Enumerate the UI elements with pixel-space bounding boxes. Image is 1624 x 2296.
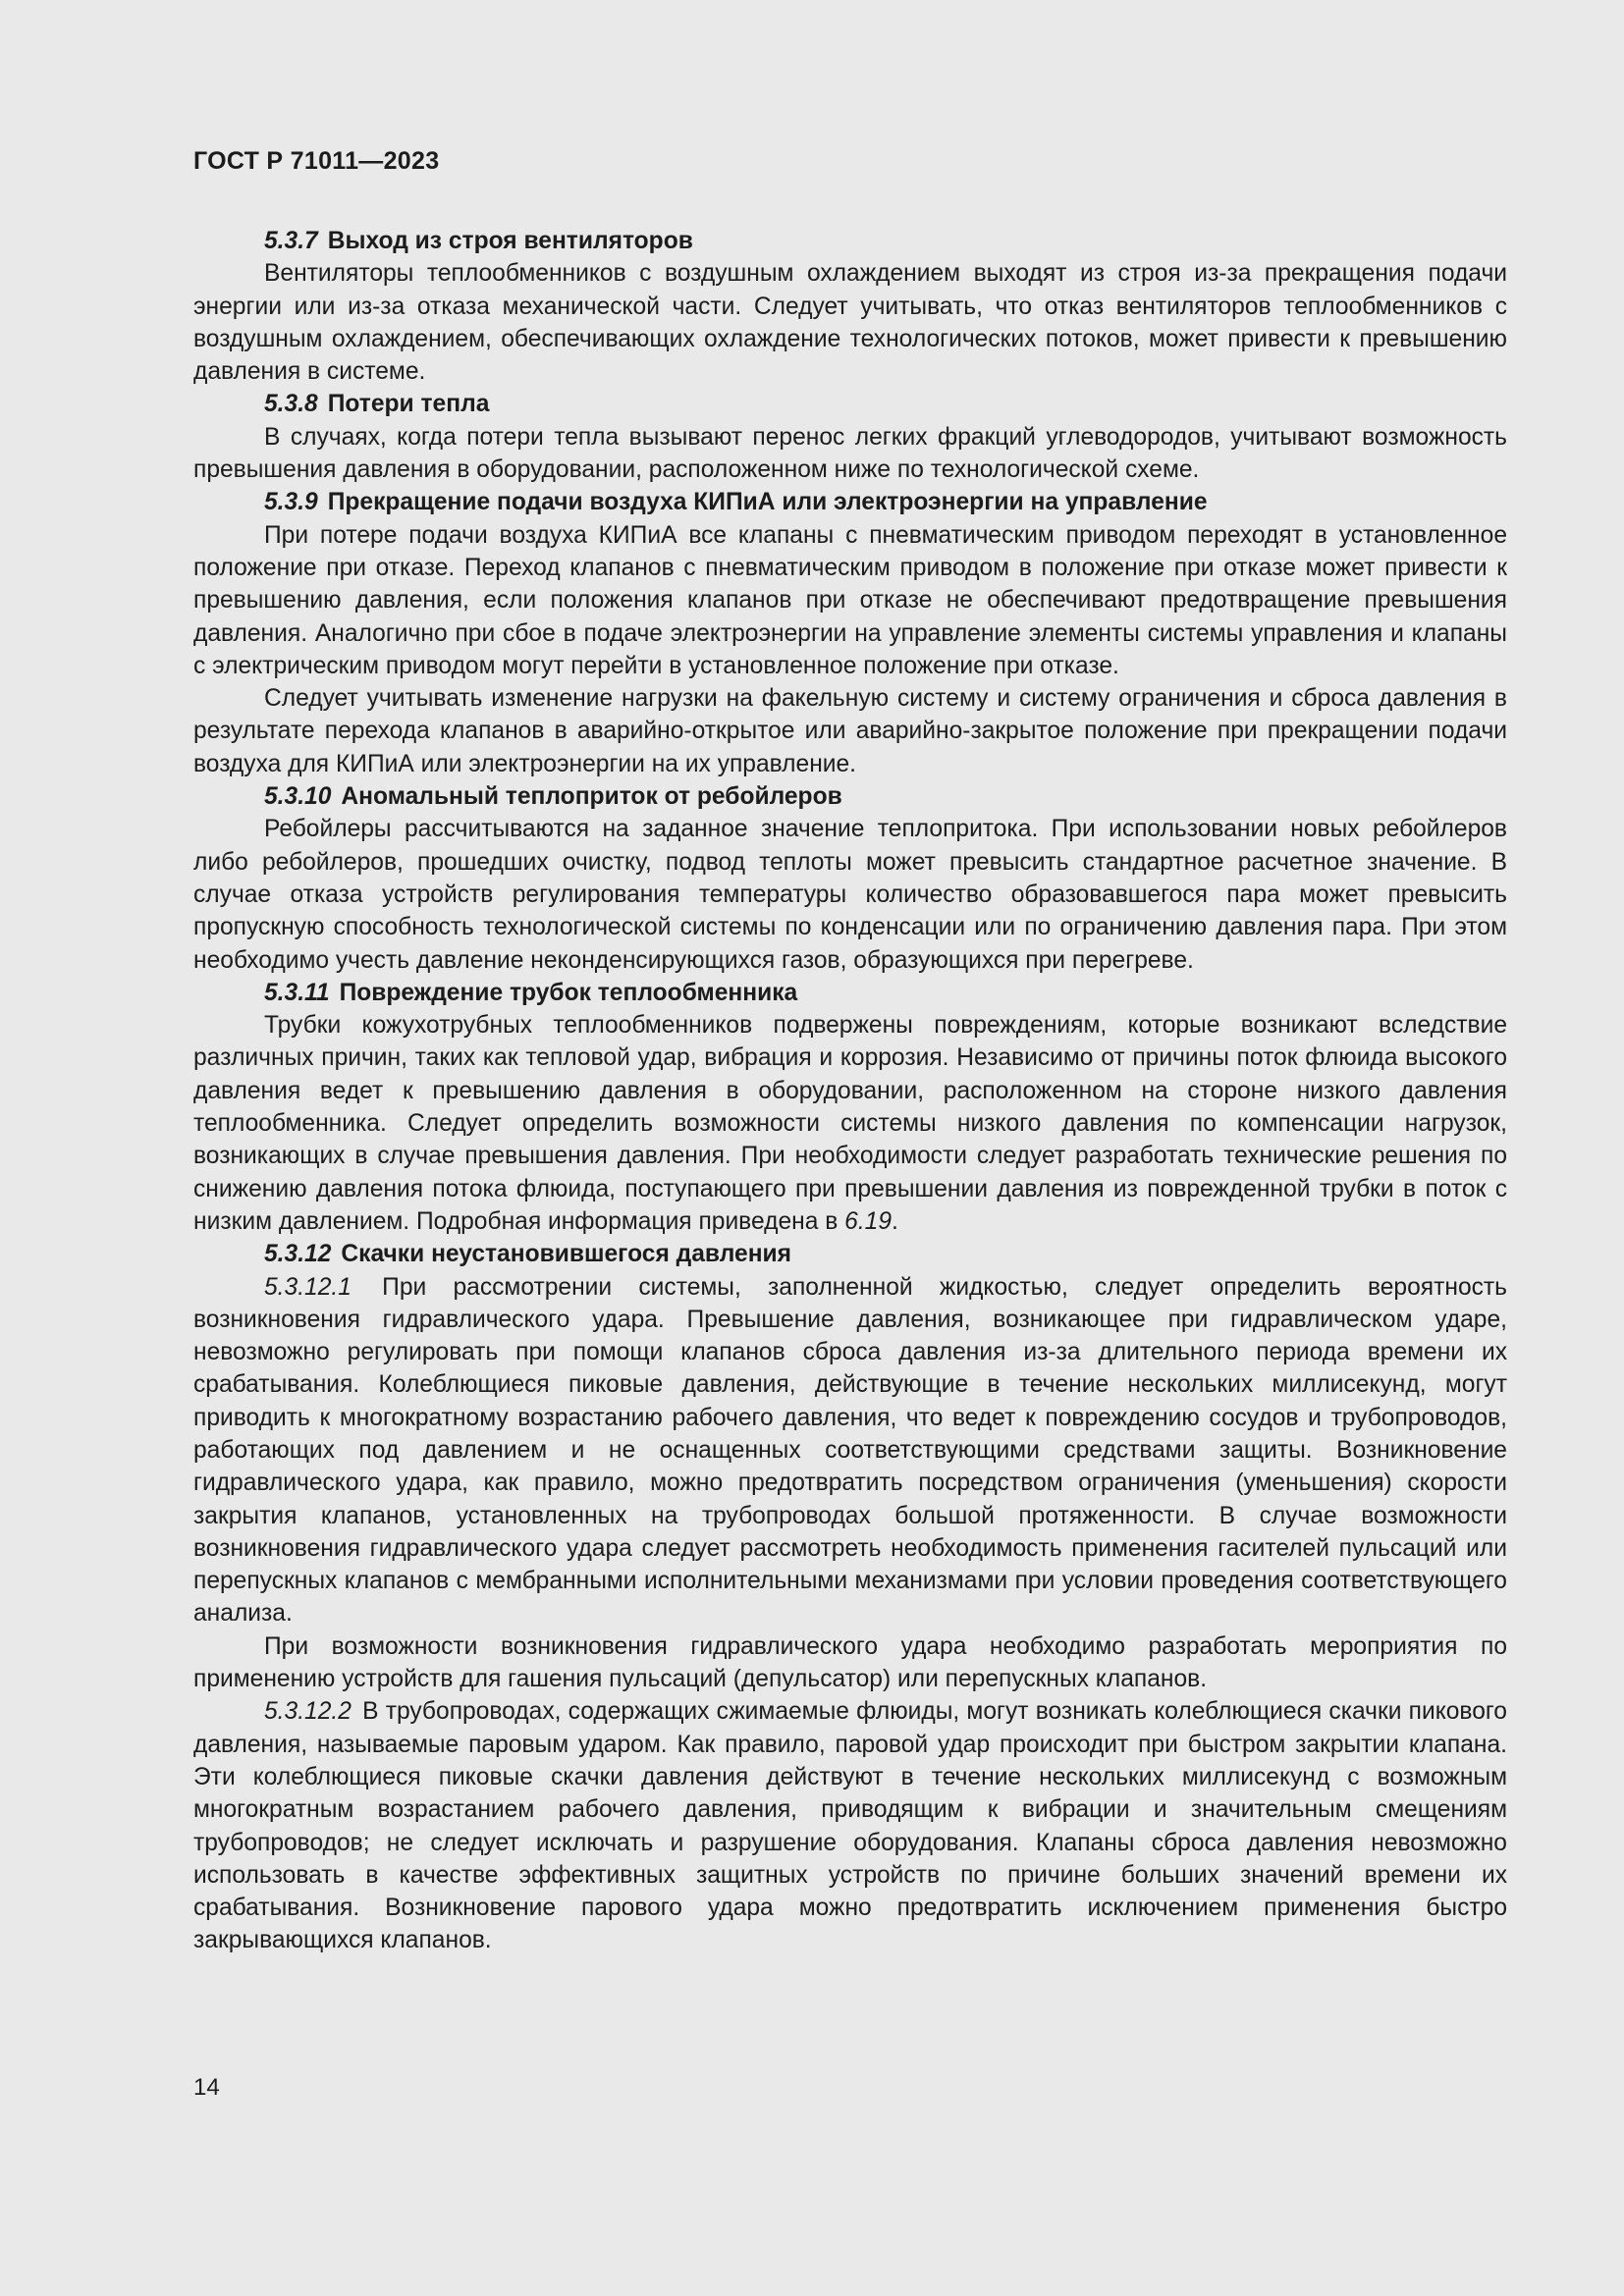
subsection-number: 5.3.12.1 [264, 1273, 352, 1301]
subsection-number: 5.3.12.2 [264, 1698, 352, 1726]
section-title: Скачки неустановившегося давления [341, 1241, 792, 1268]
section-heading-5-3-11 [193, 977, 1507, 1009]
paragraph-end: . [892, 1207, 898, 1235]
section-heading-5-3-10 [193, 780, 1507, 813]
section-number: 5.3.8 [264, 391, 318, 418]
subsection-5-3-12-1 [193, 1271, 1507, 1630]
section-heading-5-3-9 [193, 486, 1507, 518]
section-number: 5.3.11 [264, 979, 330, 1006]
section-title: Аномальный теплоприток от ребойлеров [341, 783, 842, 811]
paragraph: Следует учитывать изменение нагрузки на факельную систему и систему ограничения и сброса давления в результате перехода клапанов в аварийно-открытое или аварийно-закрытое положение при прекращении подачи воздуха для КИПиА или электроэнергии на их управление. [193, 685, 1507, 777]
document-header: ГОСТ Р 71011—2023 [193, 147, 440, 175]
section-heading-5-3-8 [193, 388, 1507, 420]
page-number: 14 [193, 2074, 220, 2101]
section-number: 5.3.10 [264, 783, 332, 811]
paragraph-text: При рассмотрении системы, заполненной жидкостью, следует определить вероятность возникновения гидравлического удара. Превышение давления, возникающее при гидравлическом ударе, невозможно регулировать при помощи клапанов сброса давления из-за длительного периода времени их срабатывания. Колеблющиеся пиковые давления, действующие в течение нескольких миллисекунд, могут приводить к многократному возрастанию рабочего давления, что ведет к повреждению сосудов и трубопроводов, работающих под давлением и не оснащенных соответствующими средствами защиты. Возникновение гидравлического удара, как правило, можно предотвратить посредством ограничения (уменьшения) скорости закрытия клапанов, установленных на трубопроводах большой протяженности. В случае возможности возникновения гидравлического удара следует рассмотреть необходимость применения гасителей пульсаций или перепускных клапанов с мембранными исполнительными механизмами при условии проведения соответствующего анализа. [193, 1273, 1507, 1628]
section-heading-5-3-12 [193, 1238, 1507, 1270]
section-number: 5.3.12 [264, 1241, 332, 1268]
section-number: 5.3.7 [264, 228, 318, 254]
section-title: Повреждение трубок теплообменника [339, 979, 798, 1006]
paragraph: Вентиляторы теплообменников с воздушным охлаждением выходят из строя из-за прекращения подачи энергии или из-за отказа механической части. Следует учитывать, что отказ вентиляторов теплообменников с воздушным охлаждением, обеспечивающих охлаждение технологических потоков, может привести к превышению давления в системе. [193, 260, 1507, 386]
document-body [193, 225, 1507, 1957]
cross-reference-link[interactable]: 6.19 [844, 1207, 893, 1235]
section-title: Прекращение подачи воздуха КИПиА или электроэнергии на управление [327, 489, 1208, 516]
paragraph: При потере подачи воздуха КИПиА все клапаны с пневматическим приводом переходят в установленное положение при отказе. Переход клапанов с пневматическим приводом в положение при отказе может привести к превышению давления, если положения клапанов при отказе не обеспечивают предотвращение превышения давления. Аналогично при сбое в подаче электроэнергии на управление элементы системы управления и клапаны с электрическим приводом могут перейти в установленное положение при отказе. [193, 521, 1507, 679]
section-title: Потери тепла [327, 391, 490, 418]
subsection-5-3-12-2 [193, 1695, 1507, 1956]
paragraph: При возможности возникновения гидравлического удара необходимо разработать мероприятия по применению устройств для гашения пульсаций (депульсатор) или перепускных клапанов. [193, 1632, 1507, 1693]
paragraph-text: В трубопроводах, содержащих сжимаемые флюиды, могут возникать колеблющиеся скачки пикового давления, называемые паровым ударом. Как правило, паровой удар происходит при быстром закрытии клапана. Эти колеблющиеся пиковые скачки давления действуют в течение нескольких миллисекунд с возможным многократным возрастанием рабочего давления, приводящим к вибрации и значительным смещениям трубопроводов; не следует исключать и разрушение оборудования. Клапаны сброса давления невозможно использовать в качестве эффективных защитных устройств по причине больших значений времени их срабатывания. Возникновение парового удара можно предотвратить исключением применения быстро закрывающихся клапанов. [193, 1698, 1507, 1954]
section-heading-5-3-7 [193, 225, 1507, 257]
paragraph: В случаях, когда потери тепла вызывают перенос легких фракций углеводородов, учитывают возможность превышения давления в оборудовании, расположенном ниже по технологической схеме. [193, 423, 1507, 484]
section-title: Выход из строя вентиляторов [327, 228, 693, 254]
paragraph: Ребойлеры рассчитываются на заданное значение теплопритока. При использовании новых ребойлеров либо ребойлеров, прошедших очистку, подвод теплоты может превысить стандартное расчетное значение. В случае отказа устройств регулирования температуры количество образовавшегося пара может превысить пропускную способность технологической системы по конденсации или по ограничению давления пара. При этом необходимо учесть давление неконденсирующихся газов, образующихся при перегреве. [193, 816, 1507, 974]
section-number: 5.3.9 [264, 489, 318, 516]
paragraph [193, 1009, 1507, 1238]
paragraph-text: Трубки кожухотрубных теплообменников подвержены повреждениям, которые возникают вследствие различных причин, таких как тепловой удар, вибрация и коррозия. Независимо от причины поток флюида высокого давления ведет к превышению давления в оборудовании, расположенном на стороне низкого давления теплообменника. Следует определить возможности системы низкого давления по компенсации нагрузок, возникающих в случае превышения давления. При необходимости следует разработать технические решения по снижению давления потока флюида, поступающего при превышении давления из поврежденной трубки в поток с низким давлением. Подробная информация приведена в [193, 1012, 1507, 1235]
